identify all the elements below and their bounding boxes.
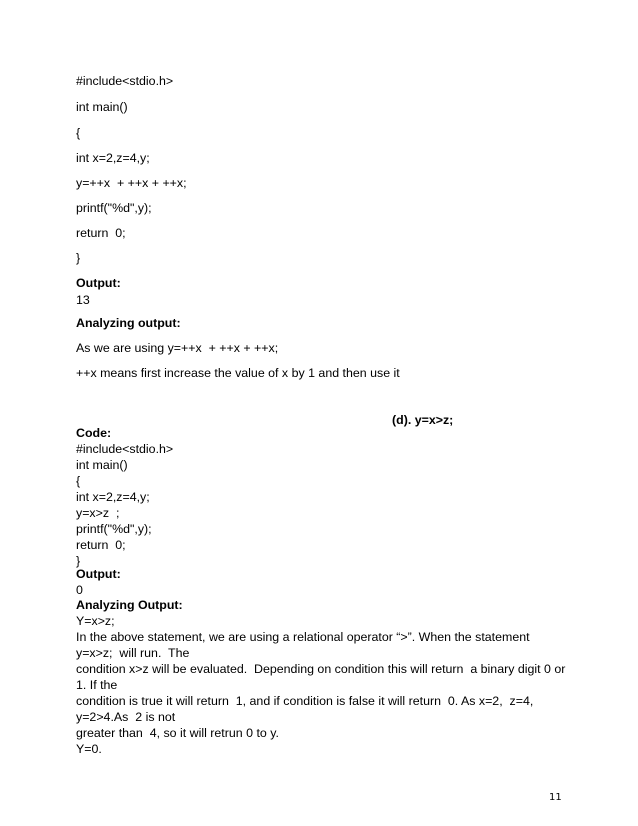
output-label: Output: — [76, 276, 121, 290]
code-line: printf("%d",y); — [76, 522, 152, 536]
analysis-line: 1. If the — [76, 678, 118, 692]
code-line: return 0; — [76, 226, 126, 240]
code-line: } — [76, 554, 81, 568]
code-line: } — [76, 251, 81, 265]
analysis-line: Y=x>z; — [76, 614, 115, 628]
code-line: y=x>z ; — [76, 506, 120, 520]
analysis-line: y=2>4.As 2 is not — [76, 710, 176, 724]
analysis-line: ++x means first increase the value of x by 1 and then use it — [76, 366, 400, 380]
analysis-label: Analyzing output: — [76, 316, 181, 330]
analysis-line: Y=0. — [76, 742, 102, 756]
code-line: int x=2,z=4,y; — [76, 151, 150, 165]
code-line: #include<stdio.h> — [76, 442, 174, 456]
analysis-line: y=x>z; will run. The — [76, 646, 190, 660]
code-line: int x=2,z=4,y; — [76, 490, 150, 504]
output-value: 13 — [76, 293, 90, 307]
code-label: Code: — [76, 426, 112, 440]
analysis-line: In the above statement, we are using a relational operator “>”. When the statement — [76, 630, 530, 644]
code-line: { — [76, 126, 81, 140]
code-line: printf("%d",y); — [76, 201, 152, 215]
section-heading: (d). y=x>z; — [392, 413, 454, 427]
analysis-line: condition is true it will return 1, and if condition is false it will return 0. As x=2, z=4, — [76, 694, 534, 708]
analysis-line: condition x>z will be evaluated. Depending on condition this will return a binary digit 0 or — [76, 662, 566, 676]
output-value: 0 — [76, 583, 83, 597]
analysis-line: As we are using y=++x + ++x + ++x; — [76, 341, 279, 355]
output-label: Output: — [76, 567, 121, 581]
code-line: return 0; — [76, 538, 126, 552]
code-line: { — [76, 474, 81, 488]
code-line: int main() — [76, 100, 128, 114]
analysis-line: greater than 4, so it will retrun 0 to y. — [76, 726, 279, 740]
code-line: int main() — [76, 458, 128, 472]
code-line: y=++x + ++x + ++x; — [76, 176, 187, 190]
analysis-label: Analyzing Output: — [76, 598, 183, 612]
code-line: #include<stdio.h> — [76, 74, 174, 88]
page-number: 11 — [549, 792, 562, 803]
